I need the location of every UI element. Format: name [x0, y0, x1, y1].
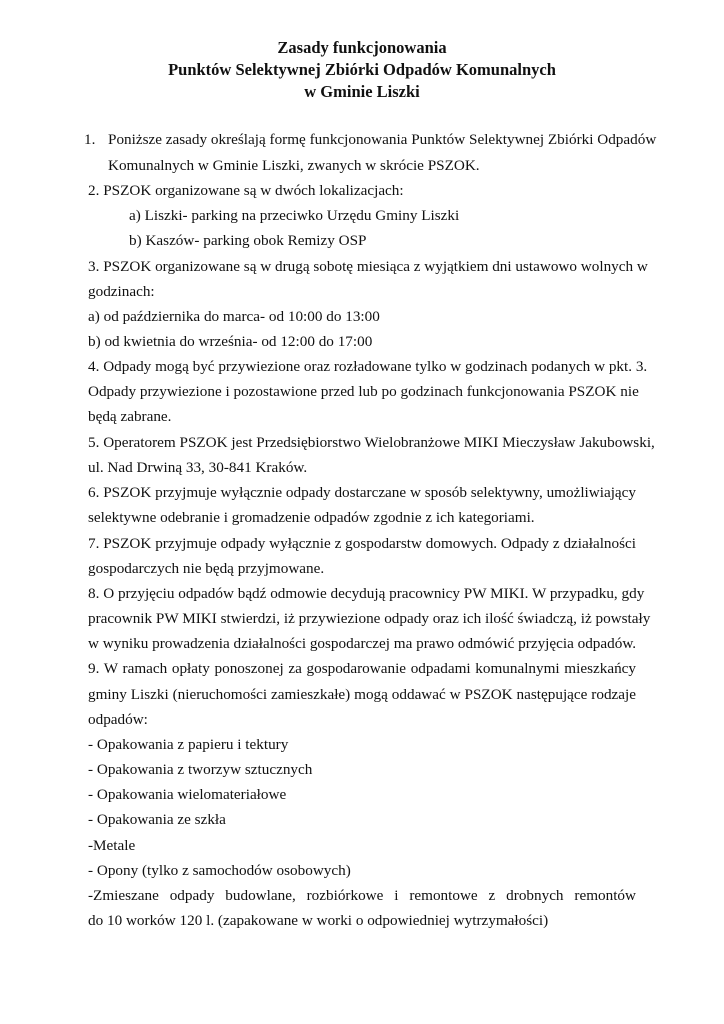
item-8-line-1: 8. O przyjęciu odpadów bądź odmowie decydują pracownicy PW MIKI. W przypadku, gdy	[88, 585, 645, 602]
item-8-line-2: pracownik PW MIKI stwierdzi, iż przywiezione odpady oraz ich ilość świadczą, iż powstały	[88, 610, 651, 627]
waste-type-item: - Opakowania z tworzyw sztucznych	[88, 761, 313, 778]
waste-type-item: -Metale	[88, 837, 136, 854]
waste-type-item: - Opony (tylko z samochodów osobowych)	[88, 862, 351, 879]
waste-type-item: - Opakowania ze szkła	[88, 811, 226, 828]
item-4-line-2: Odpady przywiezione i pozostawione przed lub po godzinach funkcjonowania PSZOK nie	[88, 383, 639, 400]
waste-type-item: - Opakowania z papieru i tektury	[88, 736, 289, 753]
item-4-line-3: będą zabrane.	[88, 408, 172, 425]
document-title-line-2: Punktów Selektywnej Zbiórki Odpadów Komunalnych	[168, 60, 556, 79]
item-9-line-1: 9. W ramach opłaty ponoszonej za gospodarowanie odpadami komunalnymi mieszkańcy	[88, 660, 636, 677]
item-2-sub-a: a) Liszki- parking na przeciwko Urzędu Gminy Liszki	[129, 207, 460, 224]
item-9-line-3: odpadów:	[88, 711, 148, 728]
document-title-line-3: w Gminie Liszki	[304, 82, 420, 101]
item-3-sub-b: b) od kwietnia do września- od 12:00 do 17:00	[88, 333, 373, 350]
item-2-sub-b: b) Kaszów- parking obok Remizy OSP	[129, 232, 367, 249]
item-3-line-1: 3. PSZOK organizowane są w drugą sobotę miesiąca z wyjątkiem dni ustawowo wolnych w	[88, 258, 648, 275]
item-1-line-2: Komunalnych w Gminie Liszki, zwanych w skrócie PSZOK.	[108, 157, 480, 174]
item-3-sub-a: a) od października do marca- od 10:00 do 13:00	[88, 308, 380, 325]
item-5-line-2: ul. Nad Drwiną 33, 30-841 Kraków.	[88, 459, 308, 476]
item-1-line-1: Poniższe zasady określają formę funkcjonowania Punktów Selektywnej Zbiórki Odpadów	[108, 131, 657, 148]
waste-type-construction-line-1: -Zmieszane odpady budowlane, rozbiórkowe i remontowe z drobnych remontów	[88, 887, 636, 904]
item-4-line-1: 4. Odpady mogą być przywiezione oraz rozładowane tylko w godzinach podanych w pkt. 3.	[88, 358, 648, 375]
item-7-line-1: 7. PSZOK przyjmuje odpady wyłącznie z gospodarstw domowych. Odpady z działalności	[88, 535, 636, 552]
item-1-number: 1.	[84, 131, 96, 148]
waste-type-item: - Opakowania wielomateriałowe	[88, 786, 287, 803]
waste-type-construction-line-2: do 10 worków 120 l. (zapakowane w worki o odpowiedniej wytrzymałości)	[88, 912, 549, 929]
item-5-line-1: 5. Operatorem PSZOK jest Przedsiębiorstwo Wielobranżowe MIKI Mieczysław Jakubowski,	[88, 434, 655, 451]
item-6-line-1: 6. PSZOK przyjmuje wyłącznie odpady dostarczane w sposób selektywny, umożliwiający	[88, 484, 636, 501]
item-7-line-2: gospodarczych nie będą przyjmowane.	[88, 560, 325, 577]
item-6-line-2: selektywne odebranie i gromadzenie odpadów zgodnie z ich kategoriami.	[88, 509, 535, 526]
item-2-line-1: 2. PSZOK organizowane są w dwóch lokalizacjach:	[88, 182, 404, 199]
item-9-line-2: gminy Liszki (nieruchomości zamieszkałe) mogą oddawać w PSZOK następujące rodzaje	[88, 686, 636, 703]
document-title-line-1: Zasady funkcjonowania	[277, 38, 447, 57]
item-8-line-3: w wyniku prowadzenia działalności gospodarczej ma prawo odmówić przyjęcia odpadów.	[88, 635, 637, 652]
item-3-line-2: godzinach:	[88, 283, 155, 300]
